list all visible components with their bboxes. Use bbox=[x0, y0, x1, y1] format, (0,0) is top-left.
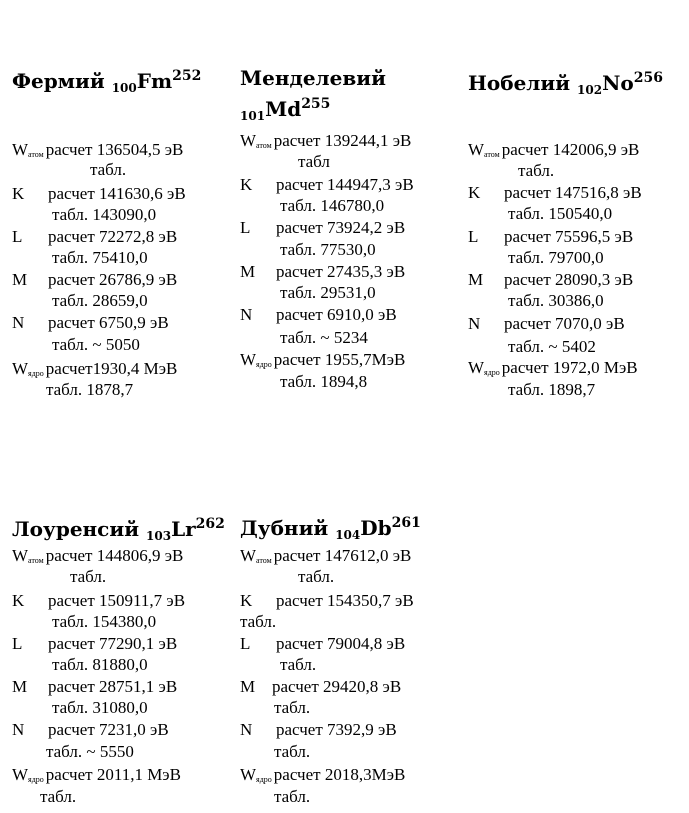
k-tab: табл. 154380,0 bbox=[52, 612, 157, 631]
n-tab: табл. bbox=[274, 742, 311, 761]
w-nucleus-tab: табл. 1894,8 bbox=[280, 372, 368, 391]
element-name: Дубний bbox=[240, 516, 329, 540]
k-calc-row bbox=[240, 175, 414, 195]
l-label: L bbox=[12, 227, 23, 246]
element-title bbox=[468, 66, 663, 102]
atomic-number: 100 bbox=[111, 81, 137, 95]
k-calc: расчет 144947,3 эВ bbox=[276, 175, 414, 194]
n-calc-row bbox=[12, 313, 169, 333]
k-tab: табл. 146780,0 bbox=[280, 196, 385, 215]
element-formula bbox=[240, 92, 330, 128]
l-calc-row bbox=[240, 218, 405, 238]
w-nucleus-calc: расчет1930,4 МэВ bbox=[45, 359, 178, 378]
n-label: N bbox=[12, 313, 25, 332]
l-tab: табл. bbox=[280, 655, 317, 674]
w-nucleus-calc: расчет 1972,0 МэВ bbox=[501, 358, 638, 377]
element-title bbox=[240, 511, 421, 547]
m-calc-row bbox=[240, 262, 405, 282]
k-label: K bbox=[240, 175, 253, 194]
l-calc: расчет 77290,1 эВ bbox=[48, 634, 178, 653]
k-calc: расчет 141630,6 эВ bbox=[48, 184, 186, 203]
k-label: K bbox=[12, 184, 25, 203]
mass-number: 255 bbox=[301, 96, 331, 112]
element-title bbox=[12, 512, 225, 548]
w-atom-subscript: атом bbox=[256, 556, 272, 565]
k-label: K bbox=[12, 591, 25, 610]
k-calc-row bbox=[12, 184, 186, 204]
w-nucleus-calc: расчет 2011,1 МэВ bbox=[45, 765, 181, 784]
n-calc: расчет 6910,0 эВ bbox=[276, 305, 397, 324]
l-calc: расчет 75596,5 эВ bbox=[504, 227, 634, 246]
m-label: M bbox=[12, 677, 28, 696]
w-nucleus-subscript: ядро bbox=[28, 775, 44, 784]
element-name: Менделевий bbox=[240, 66, 386, 90]
m-calc-row bbox=[12, 677, 177, 697]
l-label: L bbox=[240, 634, 251, 653]
w-atom-tab: табл bbox=[298, 152, 330, 171]
n-calc: расчет 7070,0 эВ bbox=[504, 314, 625, 333]
n-calc: расчет 6750,9 эВ bbox=[48, 313, 169, 332]
element-symbol: No bbox=[602, 71, 634, 95]
l-label: L bbox=[12, 634, 23, 653]
n-label: N bbox=[468, 314, 481, 333]
w-symbol: W bbox=[12, 140, 29, 159]
w-nucleus-tab: табл. 1898,7 bbox=[508, 380, 596, 399]
m-calc: расчет 28090,3 эВ bbox=[504, 270, 634, 289]
n-tab: табл. ~ 5234 bbox=[280, 328, 368, 347]
atomic-number: 103 bbox=[146, 529, 172, 543]
m-calc-row bbox=[12, 270, 177, 290]
w-symbol: W bbox=[240, 350, 257, 369]
w-atom-subscript: атом bbox=[28, 150, 44, 159]
k-label: K bbox=[468, 183, 481, 202]
w-symbol: W bbox=[12, 359, 29, 378]
w-atom-tab: табл. bbox=[518, 161, 555, 180]
w-symbol: W bbox=[240, 131, 257, 150]
atomic-number: 101 bbox=[240, 109, 266, 123]
k-calc-row bbox=[468, 183, 642, 203]
w-atom-subscript: атом bbox=[484, 150, 500, 159]
l-tab: табл. 75410,0 bbox=[52, 248, 148, 267]
k-label: K bbox=[240, 591, 253, 610]
k-calc: расчет 147516,8 эВ bbox=[504, 183, 642, 202]
m-label: M bbox=[240, 677, 256, 696]
m-calc: расчет 28751,1 эВ bbox=[48, 677, 178, 696]
n-calc-row bbox=[12, 720, 169, 740]
m-calc: расчет 27435,3 эВ bbox=[276, 262, 406, 281]
k-calc-row bbox=[240, 591, 414, 611]
element-name: Лоуренсий bbox=[12, 517, 140, 541]
w-nucleus-subscript: ядро bbox=[256, 360, 272, 369]
m-label: M bbox=[12, 270, 28, 289]
m-tab: табл. 30386,0 bbox=[508, 291, 604, 310]
w-atom-tab: табл. bbox=[298, 567, 335, 586]
m-calc-row bbox=[240, 677, 401, 697]
w-nucleus-calc-row bbox=[12, 765, 181, 790]
m-calc: расчет 26786,9 эВ bbox=[48, 270, 178, 289]
element-title bbox=[12, 64, 201, 100]
l-tab: табл. 79700,0 bbox=[508, 248, 604, 267]
m-label: M bbox=[240, 262, 256, 281]
m-calc-row bbox=[468, 270, 633, 290]
n-tab: табл. ~ 5402 bbox=[508, 337, 596, 356]
n-label: N bbox=[240, 720, 253, 739]
element-name: Фермий bbox=[12, 69, 105, 93]
n-calc: расчет 7392,9 эВ bbox=[276, 720, 397, 739]
m-tab: табл. 31080,0 bbox=[52, 698, 148, 717]
l-tab: табл. 77530,0 bbox=[280, 240, 376, 259]
element-symbol: Fm bbox=[136, 69, 173, 93]
m-calc: расчет 29420,8 эВ bbox=[272, 677, 402, 696]
w-nucleus-subscript: ядро bbox=[28, 369, 44, 378]
element-title bbox=[240, 66, 386, 90]
atomic-number: 104 bbox=[335, 528, 361, 542]
element-symbol: Db bbox=[360, 516, 392, 540]
m-label: M bbox=[468, 270, 484, 289]
l-calc: расчет 73924,2 эВ bbox=[276, 218, 406, 237]
n-tab: табл. ~ 5550 bbox=[46, 742, 134, 761]
l-label: L bbox=[468, 227, 479, 246]
w-symbol: W bbox=[12, 546, 29, 565]
w-atom-calc: расчет 142006,9 эВ bbox=[501, 140, 640, 159]
k-tab: табл. bbox=[240, 612, 277, 631]
w-atom-tab: табл. bbox=[90, 160, 127, 179]
m-tab: табл. 28659,0 bbox=[52, 291, 148, 310]
w-nucleus-tab: табл. 1878,7 bbox=[46, 380, 134, 399]
w-nucleus-subscript: ядро bbox=[484, 368, 500, 377]
n-label: N bbox=[240, 305, 253, 324]
w-nucleus-calc: расчет 1955,7МэВ bbox=[273, 350, 406, 369]
w-atom-calc: расчет 139244,1 эВ bbox=[273, 131, 412, 150]
m-tab: табл. 29531,0 bbox=[280, 283, 376, 302]
l-calc: расчет 72272,8 эВ bbox=[48, 227, 178, 246]
mass-number: 252 bbox=[172, 68, 202, 84]
k-calc-row bbox=[12, 591, 185, 611]
w-symbol: W bbox=[240, 546, 257, 565]
k-calc: расчет 154350,7 эВ bbox=[276, 591, 414, 610]
w-symbol: W bbox=[468, 358, 485, 377]
l-label: L bbox=[240, 218, 251, 237]
w-symbol: W bbox=[240, 765, 257, 784]
k-tab: табл. 143090,0 bbox=[52, 205, 157, 224]
w-atom-calc: расчет 147612,0 эВ bbox=[273, 546, 412, 565]
l-calc-row bbox=[12, 634, 177, 654]
w-atom-subscript: атом bbox=[28, 556, 44, 565]
w-nucleus-subscript: ядро bbox=[256, 775, 272, 784]
n-label: N bbox=[12, 720, 25, 739]
w-symbol: W bbox=[12, 765, 29, 784]
n-calc: расчет 7231,0 эВ bbox=[48, 720, 169, 739]
n-calc-row bbox=[240, 720, 397, 740]
w-atom-calc: расчет 136504,5 эВ bbox=[45, 140, 184, 159]
w-symbol: W bbox=[468, 140, 485, 159]
m-tab: табл. bbox=[274, 698, 311, 717]
w-nucleus-tab: табл. bbox=[274, 787, 311, 806]
l-calc: расчет 79004,8 эВ bbox=[276, 634, 406, 653]
k-tab: табл. 150540,0 bbox=[508, 204, 613, 223]
l-calc-row bbox=[468, 227, 633, 247]
element-name: Нобелий bbox=[468, 71, 571, 95]
mass-number: 261 bbox=[391, 515, 421, 531]
w-atom-subscript: атом bbox=[256, 141, 272, 150]
l-calc-row bbox=[12, 227, 177, 247]
l-calc-row bbox=[240, 634, 405, 654]
w-nucleus-calc-row bbox=[240, 765, 405, 790]
l-tab: табл. 81880,0 bbox=[52, 655, 148, 674]
element-symbol: Lr bbox=[171, 517, 196, 541]
mass-number: 262 bbox=[195, 516, 225, 532]
k-calc: расчет 150911,7 эВ bbox=[48, 591, 186, 610]
n-tab: табл. ~ 5050 bbox=[52, 335, 140, 354]
n-calc-row bbox=[468, 314, 625, 334]
mass-number: 256 bbox=[633, 70, 663, 86]
w-atom-tab: табл. bbox=[70, 567, 107, 586]
element-symbol: Md bbox=[265, 97, 302, 121]
w-nucleus-calc: расчет 2018,3МэВ bbox=[273, 765, 406, 784]
w-nucleus-tab: табл. bbox=[40, 787, 77, 806]
n-calc-row bbox=[240, 305, 397, 325]
atomic-number: 102 bbox=[577, 83, 603, 97]
w-atom-calc: расчет 144806,9 эВ bbox=[45, 546, 184, 565]
